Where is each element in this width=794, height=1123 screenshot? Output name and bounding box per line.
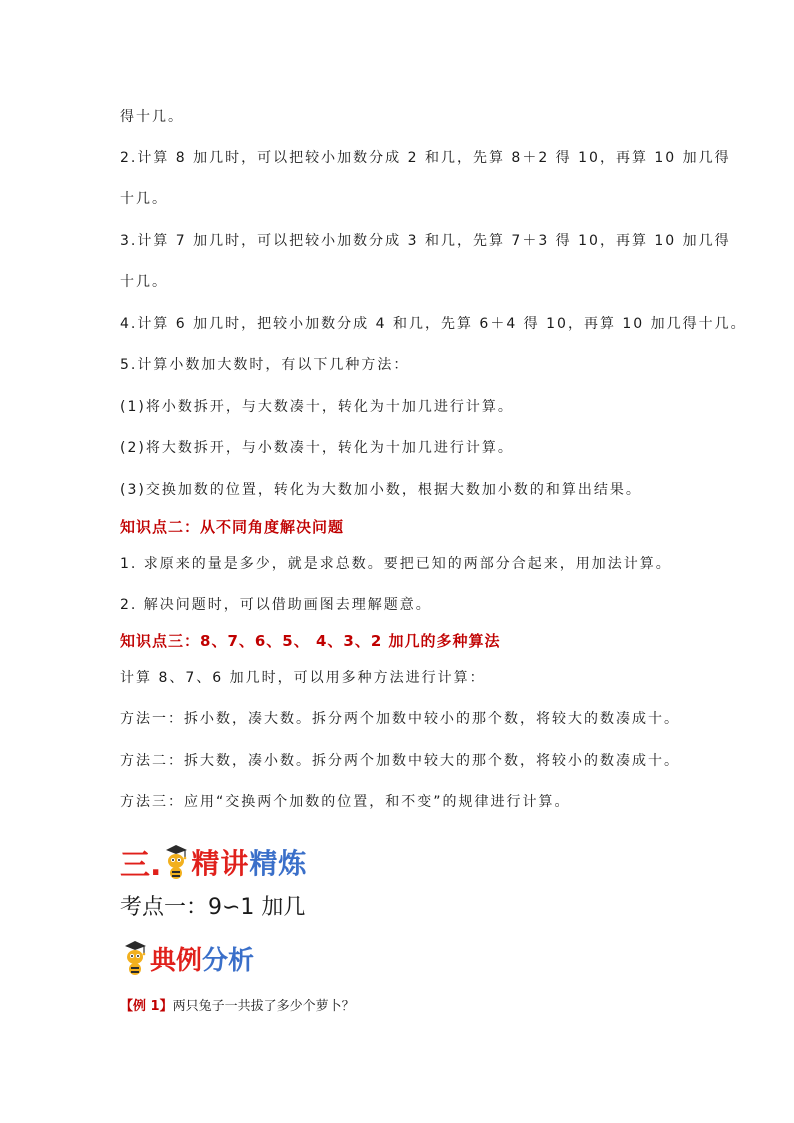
- mascot-icon: [122, 938, 148, 978]
- example-heading-red: 典例: [150, 945, 203, 976]
- text-line: 2. 解决问题时，可以借助画图去理解题意。: [120, 597, 432, 613]
- text-line: (3)交换加数的位置，转化为大数加小数，根据大数加小数的和算出结果。: [120, 482, 642, 498]
- example-tag: 【例 1】: [120, 999, 173, 1014]
- text-line: 计算 8、7、6 加几时，可以用多种方法进行计算：: [120, 670, 486, 686]
- mascot-icon: [163, 842, 189, 882]
- text-line: 方法二：拆大数，凑小数。拆分两个加数中较大的那个数，将较小的数凑成十。: [120, 753, 680, 769]
- example-question: [120, 997, 355, 1017]
- section-title: [120, 840, 307, 884]
- text-line: 2.计算 8 加几时，可以把较小加数分成 2 和几，先算 8＋2 得 10，再算 10 加几得: [120, 150, 731, 166]
- text-line: 方法三：应用“交换两个加数的位置，和不变”的规律进行计算。: [120, 794, 571, 810]
- text-line: 十几。: [120, 191, 168, 207]
- section-number: 三.: [120, 848, 162, 883]
- text-line: 5.计算小数加大数时，有以下几种方法：: [120, 357, 410, 373]
- text-line: 4.计算 6 加几时，把较小加数分成 4 和几，先算 6＋4 得 10，再算 10 加几得十几。: [120, 316, 747, 332]
- text-line: 方法一：拆小数，凑大数。拆分两个加数中较小的那个数，将较大的数凑成十。: [120, 711, 680, 727]
- text-line: (2)将大数拆开，与小数凑十，转化为十加几进行计算。: [120, 440, 514, 456]
- example-text: 两只兔子一共拔了多少个萝卜？: [172, 999, 355, 1014]
- text-line: 得十几。: [120, 109, 184, 125]
- example-heading-blue: 分析: [202, 945, 255, 976]
- text-line: (1)将小数拆开，与大数凑十，转化为十加几进行计算。: [120, 399, 514, 415]
- knowledge-heading: 知识点三：8、7、6、5、 4、3、2 加几的多种算法: [120, 632, 501, 650]
- section-title-blue: 精炼: [249, 847, 308, 880]
- text-line: 1. 求原来的量是多少，就是求总数。要把已知的两部分合起来，用加法计算。: [120, 556, 672, 572]
- example-heading: [120, 938, 254, 978]
- kaodian-title: 考点一：9∽1 加几: [120, 895, 306, 920]
- text-line: 十几。: [120, 274, 168, 290]
- text-line: 3.计算 7 加几时，可以把较小加数分成 3 和几，先算 7＋3 得 10，再算 10 加几得: [120, 233, 731, 249]
- knowledge-heading: 知识点二：从不同角度解决问题: [120, 518, 345, 536]
- section-title-red: 精讲: [191, 847, 250, 880]
